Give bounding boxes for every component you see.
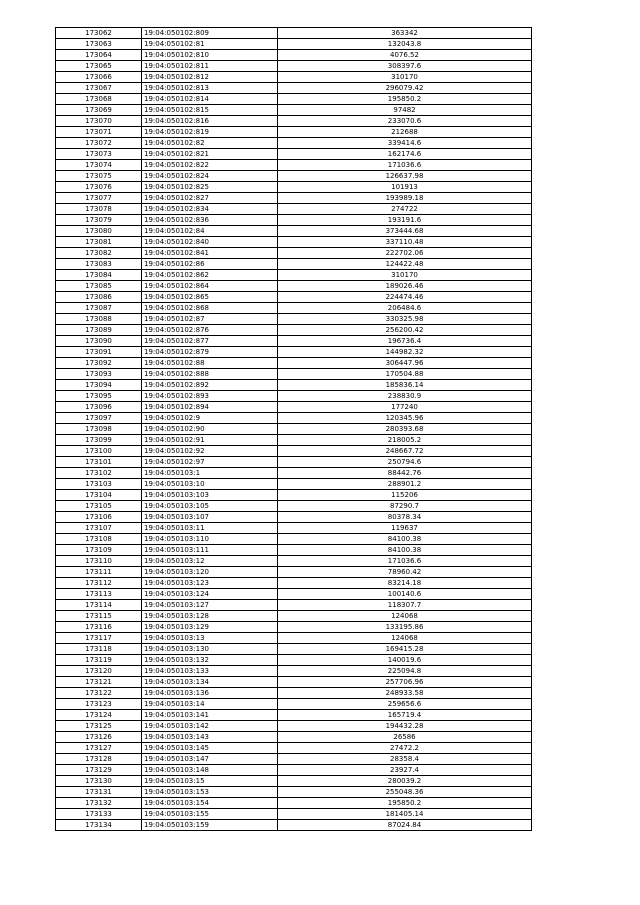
cadastral-number-cell: 19:04:050102:813 xyxy=(142,83,278,94)
cadastral-number-cell: 19:04:050102:84 xyxy=(142,226,278,237)
cadastral-number-cell: 19:04:050103:136 xyxy=(142,688,278,699)
table-row xyxy=(56,787,532,798)
value-cell: 225094.8 xyxy=(278,666,532,677)
cadastral-number-cell: 19:04:050102:864 xyxy=(142,281,278,292)
value-cell: 27472.2 xyxy=(278,743,532,754)
table-row xyxy=(56,303,532,314)
value-cell: 84100.38 xyxy=(278,545,532,556)
row-id-cell: 173087 xyxy=(56,303,142,314)
table-row xyxy=(56,314,532,325)
value-cell: 196736.4 xyxy=(278,336,532,347)
table-row xyxy=(56,435,532,446)
value-cell: 212688 xyxy=(278,127,532,138)
value-cell: 250794.6 xyxy=(278,457,532,468)
table-row xyxy=(56,391,532,402)
cadastral-number-cell: 19:04:050102:824 xyxy=(142,171,278,182)
value-cell: 170504.88 xyxy=(278,369,532,380)
table-row xyxy=(56,545,532,556)
value-cell: 363342 xyxy=(278,28,532,39)
table-row xyxy=(56,204,532,215)
row-id-cell: 173065 xyxy=(56,61,142,72)
cadastral-number-cell: 19:04:050102:865 xyxy=(142,292,278,303)
cadastral-number-cell: 19:04:050102:810 xyxy=(142,50,278,61)
row-id-cell: 173109 xyxy=(56,545,142,556)
table-row xyxy=(56,402,532,413)
value-cell: 330325.98 xyxy=(278,314,532,325)
cadastral-number-cell: 19:04:050102:97 xyxy=(142,457,278,468)
table-row xyxy=(56,39,532,50)
cadastral-number-cell: 19:04:050103:148 xyxy=(142,765,278,776)
value-cell: 195850.2 xyxy=(278,798,532,809)
row-id-cell: 173115 xyxy=(56,611,142,622)
table-row xyxy=(56,116,532,127)
row-id-cell: 173063 xyxy=(56,39,142,50)
value-cell: 296079.42 xyxy=(278,83,532,94)
row-id-cell: 173094 xyxy=(56,380,142,391)
value-cell: 133195.86 xyxy=(278,622,532,633)
table-row xyxy=(56,688,532,699)
value-cell: 132043.8 xyxy=(278,39,532,50)
row-id-cell: 173080 xyxy=(56,226,142,237)
cadastral-number-cell: 19:04:050102:812 xyxy=(142,72,278,83)
value-cell: 256200.42 xyxy=(278,325,532,336)
row-id-cell: 173062 xyxy=(56,28,142,39)
cadastral-number-cell: 19:04:050103:142 xyxy=(142,721,278,732)
value-cell: 339414.6 xyxy=(278,138,532,149)
table-row xyxy=(56,193,532,204)
table-row xyxy=(56,226,532,237)
table-row xyxy=(56,743,532,754)
value-cell: 206484.6 xyxy=(278,303,532,314)
value-cell: 119637 xyxy=(278,523,532,534)
row-id-cell: 173121 xyxy=(56,677,142,688)
table-row xyxy=(56,380,532,391)
cadastral-number-cell: 19:04:050103:111 xyxy=(142,545,278,556)
table-row xyxy=(56,754,532,765)
cadastral-number-cell: 19:04:050102:825 xyxy=(142,182,278,193)
value-cell: 26586 xyxy=(278,732,532,743)
row-id-cell: 173099 xyxy=(56,435,142,446)
cadastral-number-cell: 19:04:050102:877 xyxy=(142,336,278,347)
row-id-cell: 173076 xyxy=(56,182,142,193)
value-cell: 257706.96 xyxy=(278,677,532,688)
table-row xyxy=(56,413,532,424)
table-row xyxy=(56,501,532,512)
cadastral-number-cell: 19:04:050102:815 xyxy=(142,105,278,116)
value-cell: 185836.14 xyxy=(278,380,532,391)
row-id-cell: 173081 xyxy=(56,237,142,248)
value-cell: 337110.48 xyxy=(278,237,532,248)
value-cell: 23927.4 xyxy=(278,765,532,776)
cadastral-number-cell: 19:04:050102:841 xyxy=(142,248,278,259)
value-cell: 280393.68 xyxy=(278,424,532,435)
row-id-cell: 173096 xyxy=(56,402,142,413)
table-row xyxy=(56,127,532,138)
value-cell: 83214.18 xyxy=(278,578,532,589)
table-row xyxy=(56,490,532,501)
value-cell: 224474.46 xyxy=(278,292,532,303)
table-row xyxy=(56,798,532,809)
cadastral-number-cell: 19:04:050103:127 xyxy=(142,600,278,611)
cadastral-number-cell: 19:04:050103:129 xyxy=(142,622,278,633)
row-id-cell: 173066 xyxy=(56,72,142,83)
row-id-cell: 173093 xyxy=(56,369,142,380)
cadastral-number-cell: 19:04:050103:10 xyxy=(142,479,278,490)
row-id-cell: 173091 xyxy=(56,347,142,358)
value-cell: 310170 xyxy=(278,270,532,281)
row-id-cell: 173130 xyxy=(56,776,142,787)
value-cell: 274722 xyxy=(278,204,532,215)
row-id-cell: 173071 xyxy=(56,127,142,138)
table-row xyxy=(56,765,532,776)
cadastral-number-cell: 19:04:050102:822 xyxy=(142,160,278,171)
cadastral-number-cell: 19:04:050103:154 xyxy=(142,798,278,809)
row-id-cell: 173126 xyxy=(56,732,142,743)
value-cell: 97482 xyxy=(278,105,532,116)
value-cell: 101913 xyxy=(278,182,532,193)
cadastral-number-cell: 19:04:050102:90 xyxy=(142,424,278,435)
row-id-cell: 173084 xyxy=(56,270,142,281)
value-cell: 255048.36 xyxy=(278,787,532,798)
table-row xyxy=(56,171,532,182)
row-id-cell: 173070 xyxy=(56,116,142,127)
cadastral-number-cell: 19:04:050102:862 xyxy=(142,270,278,281)
value-cell: 306447.96 xyxy=(278,358,532,369)
table-row xyxy=(56,325,532,336)
row-id-cell: 173107 xyxy=(56,523,142,534)
table-row xyxy=(56,50,532,61)
value-cell: 177240 xyxy=(278,402,532,413)
value-cell: 118307.7 xyxy=(278,600,532,611)
cadastral-number-cell: 19:04:050103:105 xyxy=(142,501,278,512)
value-cell: 288901.2 xyxy=(278,479,532,490)
table-row xyxy=(56,182,532,193)
value-cell: 233070.6 xyxy=(278,116,532,127)
value-cell: 80378.34 xyxy=(278,512,532,523)
row-id-cell: 173106 xyxy=(56,512,142,523)
cadastral-number-cell: 19:04:050102:86 xyxy=(142,259,278,270)
value-cell: 193989.18 xyxy=(278,193,532,204)
row-id-cell: 173132 xyxy=(56,798,142,809)
row-id-cell: 173098 xyxy=(56,424,142,435)
value-cell: 4076.52 xyxy=(278,50,532,61)
cadastral-number-cell: 19:04:050102:892 xyxy=(142,380,278,391)
row-id-cell: 173131 xyxy=(56,787,142,798)
cadastral-number-cell: 19:04:050102:821 xyxy=(142,149,278,160)
row-id-cell: 173120 xyxy=(56,666,142,677)
cadastral-number-cell: 19:04:050103:130 xyxy=(142,644,278,655)
table-row xyxy=(56,347,532,358)
table-row xyxy=(56,611,532,622)
table-row xyxy=(56,259,532,270)
table-row xyxy=(56,105,532,116)
cadastral-number-cell: 19:04:050102:888 xyxy=(142,369,278,380)
table-row xyxy=(56,83,532,94)
table-row xyxy=(56,622,532,633)
value-cell: 144982.32 xyxy=(278,347,532,358)
value-cell: 181405.14 xyxy=(278,809,532,820)
table-row xyxy=(56,655,532,666)
value-cell: 248933.58 xyxy=(278,688,532,699)
table-row xyxy=(56,710,532,721)
row-id-cell: 173102 xyxy=(56,468,142,479)
cadastral-number-cell: 19:04:050102:87 xyxy=(142,314,278,325)
row-id-cell: 173090 xyxy=(56,336,142,347)
value-cell: 88442.76 xyxy=(278,468,532,479)
table-row xyxy=(56,138,532,149)
row-id-cell: 173133 xyxy=(56,809,142,820)
cadastral-number-cell: 19:04:050103:141 xyxy=(142,710,278,721)
row-id-cell: 173110 xyxy=(56,556,142,567)
row-id-cell: 173097 xyxy=(56,413,142,424)
row-id-cell: 173092 xyxy=(56,358,142,369)
cadastral-number-cell: 19:04:050102:816 xyxy=(142,116,278,127)
table-row xyxy=(56,446,532,457)
value-cell: 259656.6 xyxy=(278,699,532,710)
cadastral-number-cell: 19:04:050102:840 xyxy=(142,237,278,248)
value-cell: 28358.4 xyxy=(278,754,532,765)
row-id-cell: 173086 xyxy=(56,292,142,303)
value-cell: 84100.38 xyxy=(278,534,532,545)
table-row xyxy=(56,468,532,479)
row-id-cell: 173105 xyxy=(56,501,142,512)
value-cell: 218005.2 xyxy=(278,435,532,446)
cadastral-number-cell: 19:04:050102:814 xyxy=(142,94,278,105)
cadastral-number-cell: 19:04:050103:120 xyxy=(142,567,278,578)
table-row xyxy=(56,633,532,644)
cadastral-number-cell: 19:04:050103:15 xyxy=(142,776,278,787)
cadastral-number-cell: 19:04:050102:868 xyxy=(142,303,278,314)
table-row xyxy=(56,732,532,743)
table-row xyxy=(56,72,532,83)
value-cell: 165719.4 xyxy=(278,710,532,721)
table-row xyxy=(56,336,532,347)
table-row xyxy=(56,292,532,303)
value-cell: 189026.46 xyxy=(278,281,532,292)
table-body xyxy=(56,28,532,831)
cadastral-number-cell: 19:04:050103:159 xyxy=(142,820,278,831)
cadastral-number-cell: 19:04:050103:155 xyxy=(142,809,278,820)
cadastral-number-cell: 19:04:050102:893 xyxy=(142,391,278,402)
value-cell: 194432.28 xyxy=(278,721,532,732)
row-id-cell: 173083 xyxy=(56,259,142,270)
cadastral-number-cell: 19:04:050102:92 xyxy=(142,446,278,457)
cadastral-number-cell: 19:04:050103:12 xyxy=(142,556,278,567)
row-id-cell: 173112 xyxy=(56,578,142,589)
table-row xyxy=(56,567,532,578)
cadastral-number-cell: 19:04:050103:132 xyxy=(142,655,278,666)
row-id-cell: 173119 xyxy=(56,655,142,666)
cadastral-number-cell: 19:04:050103:153 xyxy=(142,787,278,798)
value-cell: 100140.6 xyxy=(278,589,532,600)
row-id-cell: 173100 xyxy=(56,446,142,457)
table-row xyxy=(56,600,532,611)
table-row xyxy=(56,424,532,435)
row-id-cell: 173088 xyxy=(56,314,142,325)
row-id-cell: 173134 xyxy=(56,820,142,831)
row-id-cell: 173079 xyxy=(56,215,142,226)
table-row xyxy=(56,160,532,171)
cadastral-number-cell: 19:04:050102:9 xyxy=(142,413,278,424)
row-id-cell: 173072 xyxy=(56,138,142,149)
cadastral-number-cell: 19:04:050103:145 xyxy=(142,743,278,754)
table-row xyxy=(56,523,532,534)
cadastral-number-cell: 19:04:050102:834 xyxy=(142,204,278,215)
value-cell: 248667.72 xyxy=(278,446,532,457)
row-id-cell: 173128 xyxy=(56,754,142,765)
row-id-cell: 173078 xyxy=(56,204,142,215)
row-id-cell: 173113 xyxy=(56,589,142,600)
cadastral-number-cell: 19:04:050103:14 xyxy=(142,699,278,710)
table-row xyxy=(56,721,532,732)
table-row xyxy=(56,61,532,72)
table-row xyxy=(56,215,532,226)
cadastral-number-cell: 19:04:050103:1 xyxy=(142,468,278,479)
row-id-cell: 173104 xyxy=(56,490,142,501)
row-id-cell: 173122 xyxy=(56,688,142,699)
value-cell: 126637.98 xyxy=(278,171,532,182)
table-row xyxy=(56,556,532,567)
value-cell: 373444.68 xyxy=(278,226,532,237)
cadastral-number-cell: 19:04:050103:103 xyxy=(142,490,278,501)
row-id-cell: 173117 xyxy=(56,633,142,644)
cadastral-number-cell: 19:04:050102:82 xyxy=(142,138,278,149)
row-id-cell: 173077 xyxy=(56,193,142,204)
value-cell: 78960.42 xyxy=(278,567,532,578)
row-id-cell: 173068 xyxy=(56,94,142,105)
cadastral-number-cell: 19:04:050103:143 xyxy=(142,732,278,743)
cadastral-number-cell: 19:04:050102:879 xyxy=(142,347,278,358)
row-id-cell: 173064 xyxy=(56,50,142,61)
value-cell: 140019.6 xyxy=(278,655,532,666)
row-id-cell: 173123 xyxy=(56,699,142,710)
cadastral-number-cell: 19:04:050103:110 xyxy=(142,534,278,545)
cadastral-number-cell: 19:04:050103:147 xyxy=(142,754,278,765)
value-cell: 169415.28 xyxy=(278,644,532,655)
cadastral-number-cell: 19:04:050103:128 xyxy=(142,611,278,622)
table-row xyxy=(56,248,532,259)
cadastral-number-cell: 19:04:050102:876 xyxy=(142,325,278,336)
table-row xyxy=(56,457,532,468)
table-row xyxy=(56,534,532,545)
row-id-cell: 173114 xyxy=(56,600,142,611)
cadastral-number-cell: 19:04:050102:809 xyxy=(142,28,278,39)
table-row xyxy=(56,369,532,380)
table-row xyxy=(56,644,532,655)
row-id-cell: 173067 xyxy=(56,83,142,94)
value-cell: 120345.96 xyxy=(278,413,532,424)
cadastral-number-cell: 19:04:050102:894 xyxy=(142,402,278,413)
row-id-cell: 173125 xyxy=(56,721,142,732)
row-id-cell: 173129 xyxy=(56,765,142,776)
row-id-cell: 173111 xyxy=(56,567,142,578)
value-cell: 171036.6 xyxy=(278,160,532,171)
table-row xyxy=(56,281,532,292)
value-cell: 87024.84 xyxy=(278,820,532,831)
value-cell: 222702.06 xyxy=(278,248,532,259)
value-cell: 171036.6 xyxy=(278,556,532,567)
table-row xyxy=(56,479,532,490)
row-id-cell: 173095 xyxy=(56,391,142,402)
value-cell: 280039.2 xyxy=(278,776,532,787)
value-cell: 87290.7 xyxy=(278,501,532,512)
row-id-cell: 173124 xyxy=(56,710,142,721)
table-row xyxy=(56,809,532,820)
table-row xyxy=(56,677,532,688)
row-id-cell: 173103 xyxy=(56,479,142,490)
cadastral-number-cell: 19:04:050102:811 xyxy=(142,61,278,72)
table-row xyxy=(56,776,532,787)
data-table xyxy=(55,27,532,831)
row-id-cell: 173108 xyxy=(56,534,142,545)
value-cell: 193191.6 xyxy=(278,215,532,226)
cadastral-number-cell: 19:04:050102:88 xyxy=(142,358,278,369)
row-id-cell: 173074 xyxy=(56,160,142,171)
table-row xyxy=(56,149,532,160)
row-id-cell: 173127 xyxy=(56,743,142,754)
value-cell: 308397.6 xyxy=(278,61,532,72)
cadastral-number-cell: 19:04:050103:107 xyxy=(142,512,278,523)
table-row xyxy=(56,589,532,600)
cadastral-number-cell: 19:04:050103:124 xyxy=(142,589,278,600)
cadastral-number-cell: 19:04:050102:81 xyxy=(142,39,278,50)
table-row xyxy=(56,270,532,281)
table-row xyxy=(56,820,532,831)
table-row xyxy=(56,237,532,248)
table-row xyxy=(56,512,532,523)
cadastral-number-cell: 19:04:050103:123 xyxy=(142,578,278,589)
row-id-cell: 173085 xyxy=(56,281,142,292)
row-id-cell: 173089 xyxy=(56,325,142,336)
row-id-cell: 173118 xyxy=(56,644,142,655)
table-row xyxy=(56,578,532,589)
table-row xyxy=(56,699,532,710)
row-id-cell: 173069 xyxy=(56,105,142,116)
cadastral-number-cell: 19:04:050103:11 xyxy=(142,523,278,534)
cadastral-number-cell: 19:04:050102:836 xyxy=(142,215,278,226)
row-id-cell: 173101 xyxy=(56,457,142,468)
row-id-cell: 173075 xyxy=(56,171,142,182)
cadastral-number-cell: 19:04:050103:13 xyxy=(142,633,278,644)
cadastral-number-cell: 19:04:050102:91 xyxy=(142,435,278,446)
cadastral-number-cell: 19:04:050102:819 xyxy=(142,127,278,138)
value-cell: 310170 xyxy=(278,72,532,83)
value-cell: 124068 xyxy=(278,611,532,622)
value-cell: 124068 xyxy=(278,633,532,644)
value-cell: 115206 xyxy=(278,490,532,501)
table-row xyxy=(56,28,532,39)
row-id-cell: 173116 xyxy=(56,622,142,633)
row-id-cell: 173073 xyxy=(56,149,142,160)
table-row xyxy=(56,666,532,677)
value-cell: 195850.2 xyxy=(278,94,532,105)
row-id-cell: 173082 xyxy=(56,248,142,259)
table-row xyxy=(56,358,532,369)
cadastral-number-cell: 19:04:050103:133 xyxy=(142,666,278,677)
cadastral-number-cell: 19:04:050102:827 xyxy=(142,193,278,204)
table-row xyxy=(56,94,532,105)
value-cell: 162174.6 xyxy=(278,149,532,160)
value-cell: 238830.9 xyxy=(278,391,532,402)
value-cell: 124422.48 xyxy=(278,259,532,270)
cadastral-number-cell: 19:04:050103:134 xyxy=(142,677,278,688)
